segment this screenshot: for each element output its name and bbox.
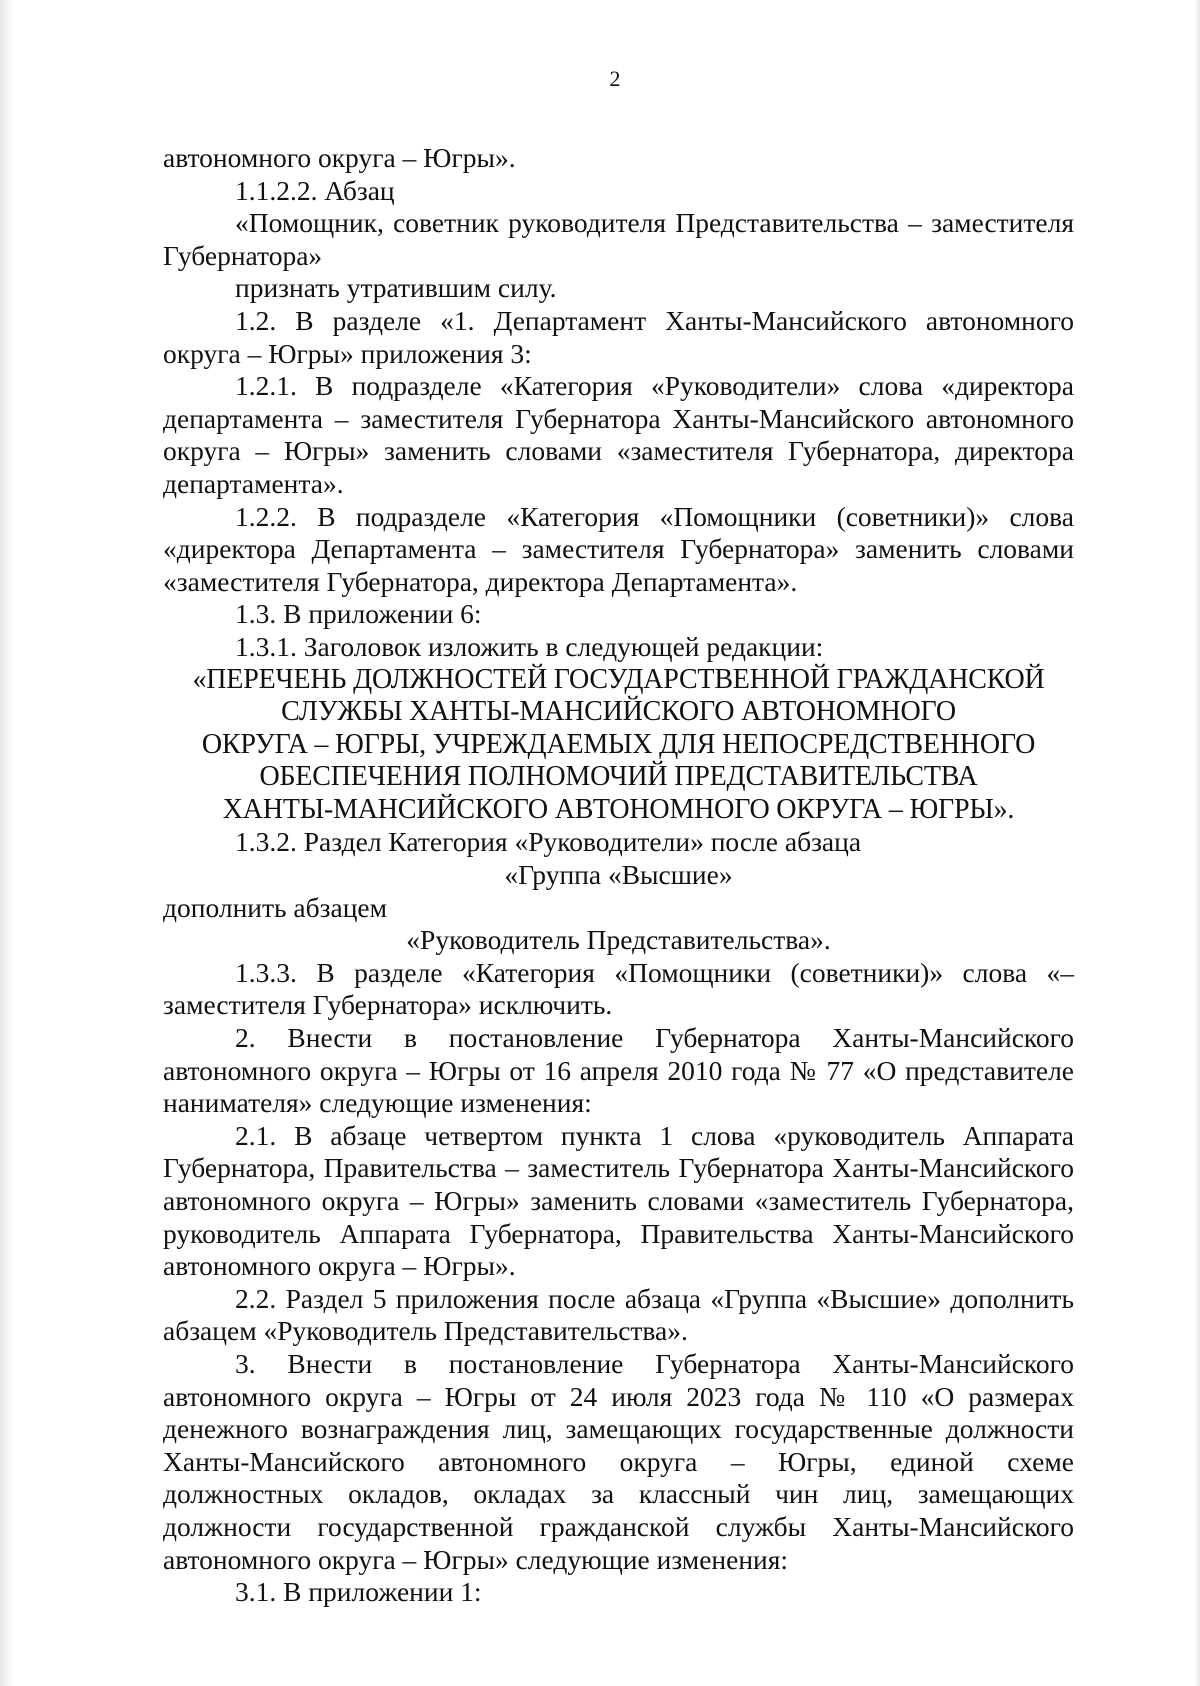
paragraph: автономного округа – Югры». [163, 142, 516, 173]
quoted-paragraph: «Руководитель Представительства». [406, 924, 831, 956]
page-number: 2 [609, 66, 621, 91]
quoted-paragraph: «Группа «Высшие» [504, 859, 733, 891]
paragraph: 3.1. В приложении 1: [235, 1576, 482, 1608]
paragraph: 2.1. В абзаце четвертом пункта 1 слова «руководитель Аппарата Губернатора, Правительства – заместитель Губернатора Ханты-Мансийского автономного округа – Югры» заменить словами «заместитель Губернатора, руководитель Аппарата Губернатора, Правительства Ханты-Мансийского автономного округа – Югры». [163, 1119, 1074, 1282]
paragraph: 3. Внести в постановление Губернатора Ханты-Мансийского автономного округа – Югры от 24 июля 2023 года № 110 «О размерах денежного вознаграждения лиц, замещающих государственные должности Ханты-Мансийского автономного округа – Югры, единой схеме должностных окладов, окладах за классный чин лиц, замещающих должности государственной гражданской службы Ханты-Мансийского автономного округа – Югры» следующие изменения: [163, 1347, 1074, 1575]
document-body [163, 142, 1074, 1609]
scan-edge-right [1194, 0, 1200, 1686]
heading-line: ОКРУГА – ЮГРЫ, УЧРЕЖДАЕМЫХ ДЛЯ НЕПОСРЕДСТВЕННОГО [201, 728, 1036, 760]
paragraph: 1.3. В приложении 6: [235, 598, 482, 630]
scan-edge-left [0, 0, 14, 1686]
paragraph: 1.3.2. Раздел Категория «Руководители» после абзаца [235, 826, 862, 858]
paragraph: признать утратившим силу. [235, 272, 557, 304]
paragraph: 1.3.1. Заголовок изложить в следующей редакции: [235, 630, 824, 662]
paragraph: дополнить абзацем [163, 891, 388, 923]
heading-line: ОБЕСПЕЧЕНИЯ ПОЛНОМОЧИЙ ПРЕДСТАВИТЕЛЬСТВА [259, 761, 978, 793]
paragraph: 2.2. Раздел 5 приложения после абзаца «Группа «Высшие» дополнить абзацем «Руководитель Представительства». [163, 1282, 1074, 1347]
heading-line: «ПЕРЕЧЕНЬ ДОЛЖНОСТЕЙ ГОСУДАРСТВЕННОЙ ГРАЖДАНСКОЙ [192, 663, 1045, 695]
paragraph: 1.2.1. В подразделе «Категория «Руководители» слова «директора департамента – заместителя Губернатора Ханты-Мансийского автономного округа – Югры» заменить словами «заместителя Губернатора, директора департамента». [163, 370, 1074, 499]
heading-line: ХАНТЫ-МАНСИЙСКОГО АВТОНОМНОГО ОКРУГА – ЮГРЫ». [222, 793, 1015, 825]
paragraph: 1.1.2.2. Абзац [235, 174, 395, 206]
paragraph: 2. Внести в постановление Губернатора Ханты-Мансийского автономного округа – Югры от 16 апреля 2010 года № 77 «О представителе нанимателя» следующие изменения: [163, 1022, 1074, 1119]
paragraph: 1.2.2. В подразделе «Категория «Помощники (советники)» слова «директора Департамента – заместителя Губернатора» заменить словами «заместителя Губернатора, директора Департамента». [163, 500, 1074, 597]
paragraph: 1.2. В разделе «1. Департамент Ханты-Мансийского автономного округа – Югры» приложения 3: [163, 304, 1074, 369]
heading-line: СЛУЖБЫ ХАНТЫ-МАНСИЙСКОГО АВТОНОМНОГО [281, 696, 956, 728]
paragraph: 1.3.3. В разделе «Категория «Помощники (советники)» слова «– заместителя Губернатора» исключить. [163, 956, 1074, 1021]
quoted-paragraph: «Помощник, советник руководителя Представительства – заместителя Губернатора» [163, 207, 1074, 271]
